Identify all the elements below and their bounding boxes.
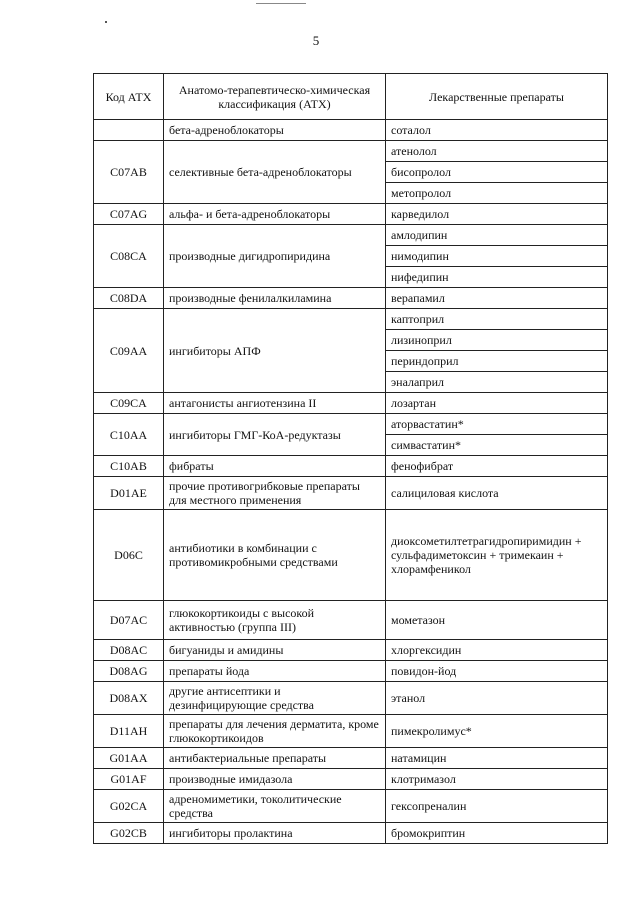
- drug-cell: клотримазол: [386, 769, 608, 790]
- table-row: [94, 601, 608, 640]
- table-row: [94, 414, 608, 435]
- drug-cell: симвастатин*: [386, 435, 608, 456]
- classification-cell: препараты для лечения дерматита, кроме глюкокортикоидов: [164, 715, 386, 748]
- header-classification: Анатомо-терапевтическо-химическая классификация (АТХ): [164, 74, 386, 120]
- drug-cell: амлодипин: [386, 225, 608, 246]
- classification-cell: антагонисты ангиотензина II: [164, 393, 386, 414]
- drug-cell: диоксометилтетрагидропиримидин + сульфадиметоксин + тримекаин + хлорамфеникол: [386, 510, 608, 601]
- atx-code-cell: G02CB: [94, 823, 164, 844]
- header-drugs: Лекарственные препараты: [386, 74, 608, 120]
- classification-cell: производные дигидропиридина: [164, 225, 386, 288]
- atx-code-cell: G01AF: [94, 769, 164, 790]
- classification-cell: производные имидазола: [164, 769, 386, 790]
- classification-cell: фибраты: [164, 456, 386, 477]
- drug-cell: периндоприл: [386, 351, 608, 372]
- classification-cell: прочие противогрибковые препараты для местного применения: [164, 477, 386, 510]
- atx-code-cell: D06C: [94, 510, 164, 601]
- scan-artifact-mark: [256, 0, 306, 4]
- classification-cell: селективные бета-адреноблокаторы: [164, 141, 386, 204]
- table-row: [94, 661, 608, 682]
- atx-code-cell: D08AG: [94, 661, 164, 682]
- table-row: [94, 823, 608, 844]
- atx-code-cell: C09AA: [94, 309, 164, 393]
- atx-table: [93, 73, 608, 844]
- classification-cell: другие антисептики и дезинфицирующие средства: [164, 682, 386, 715]
- classification-cell: альфа- и бета-адреноблокаторы: [164, 204, 386, 225]
- table-row: [94, 288, 608, 309]
- table-row: [94, 309, 608, 330]
- drug-cell: лизиноприл: [386, 330, 608, 351]
- table-row: [94, 715, 608, 748]
- drug-cell: мометазон: [386, 601, 608, 640]
- atx-code-cell: D01AE: [94, 477, 164, 510]
- drug-cell: натамицин: [386, 748, 608, 769]
- table-row: [94, 225, 608, 246]
- atx-code-cell: G02CA: [94, 790, 164, 823]
- atx-code-cell: C07AB: [94, 141, 164, 204]
- table-row: [94, 393, 608, 414]
- header-code: Код АТХ: [94, 74, 164, 120]
- atx-code-cell: C07AG: [94, 204, 164, 225]
- table-header: [94, 74, 608, 120]
- table-row: [94, 510, 608, 601]
- drug-cell: бромокриптин: [386, 823, 608, 844]
- table-row: [94, 204, 608, 225]
- table-row: [94, 141, 608, 162]
- classification-cell: препараты йода: [164, 661, 386, 682]
- classification-cell: глюкокортикоиды с высокой активностью (группа III): [164, 601, 386, 640]
- table-row: [94, 790, 608, 823]
- table-row: [94, 769, 608, 790]
- table-row: [94, 682, 608, 715]
- atx-code-cell: C10AB: [94, 456, 164, 477]
- atx-code-cell: D11AH: [94, 715, 164, 748]
- atx-code-cell: C08CA: [94, 225, 164, 288]
- drug-cell: пимекролимус*: [386, 715, 608, 748]
- classification-cell: антибиотики в комбинации с противомикробными средствами: [164, 510, 386, 601]
- table-row: [94, 477, 608, 510]
- drug-cell: бисопролол: [386, 162, 608, 183]
- table-row: [94, 640, 608, 661]
- drug-cell: эналаприл: [386, 372, 608, 393]
- classification-cell: бигуаниды и амидины: [164, 640, 386, 661]
- drug-cell: аторвастатин*: [386, 414, 608, 435]
- atx-code-cell: D08AX: [94, 682, 164, 715]
- drug-cell: каптоприл: [386, 309, 608, 330]
- table-row: [94, 748, 608, 769]
- atx-code-cell: [94, 120, 164, 141]
- header-row: [94, 74, 608, 120]
- atx-code-cell: D07AC: [94, 601, 164, 640]
- atx-code-cell: D08AC: [94, 640, 164, 661]
- atx-code-cell: G01AA: [94, 748, 164, 769]
- classification-cell: антибактериальные препараты: [164, 748, 386, 769]
- drug-cell: карведилол: [386, 204, 608, 225]
- page-number: 5: [312, 33, 320, 48]
- drug-cell: лозартан: [386, 393, 608, 414]
- atx-code-cell: C08DA: [94, 288, 164, 309]
- classification-cell: бета-адреноблокаторы: [164, 120, 386, 141]
- classification-cell: ингибиторы ГМГ-КоА-редуктазы: [164, 414, 386, 456]
- classification-cell: производные фенилалкиламина: [164, 288, 386, 309]
- drug-cell: верапамил: [386, 288, 608, 309]
- drug-cell: салициловая кислота: [386, 477, 608, 510]
- drug-cell: этанол: [386, 682, 608, 715]
- drug-cell: атенолол: [386, 141, 608, 162]
- table-body: [94, 120, 608, 844]
- drug-cell: повидон-йод: [386, 661, 608, 682]
- atx-code-cell: C09CA: [94, 393, 164, 414]
- scan-artifact-dot: [105, 21, 107, 23]
- atx-code-cell: C10AA: [94, 414, 164, 456]
- drug-cell: гексопреналин: [386, 790, 608, 823]
- drug-cell: хлоргексидин: [386, 640, 608, 661]
- drug-cell: нимодипин: [386, 246, 608, 267]
- classification-cell: ингибиторы АПФ: [164, 309, 386, 393]
- table-row: [94, 456, 608, 477]
- drug-cell: нифедипин: [386, 267, 608, 288]
- drug-cell: фенофибрат: [386, 456, 608, 477]
- drug-cell: метопролол: [386, 183, 608, 204]
- classification-cell: адреномиметики, токолитические средства: [164, 790, 386, 823]
- table-row: [94, 120, 608, 141]
- classification-cell: ингибиторы пролактина: [164, 823, 386, 844]
- drug-cell: соталол: [386, 120, 608, 141]
